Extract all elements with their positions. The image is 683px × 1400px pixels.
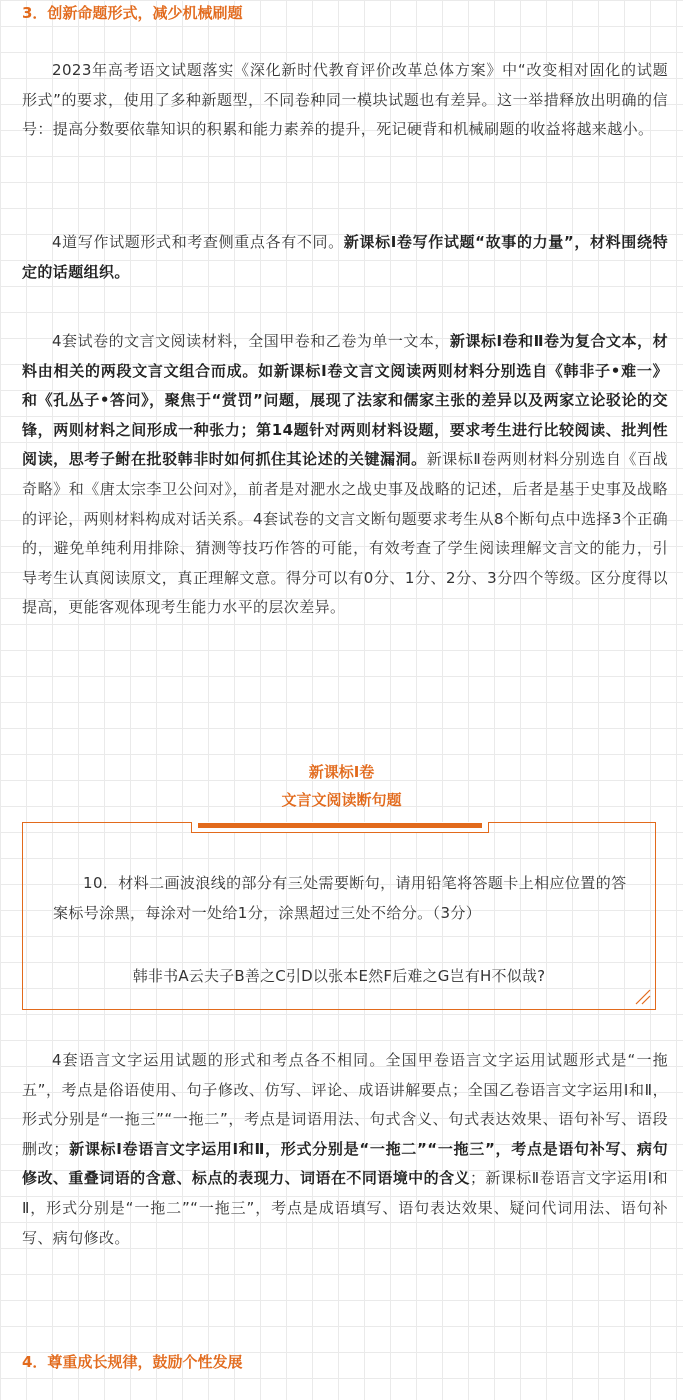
question-box-tab-bar: [198, 823, 482, 828]
paragraph-text: 2023年高考语文试题落实《深化新时代教育评价改革总体方案》中“改变相对固化的试题形式”的要求，使用了多种新题型，不同卷种同一模块试题也有差异。这一举措释放出明确的信号：提高分数要依靠知识的积累和能力素养的提升，死记硬背和机械刷题的收益将越来越小。: [22, 61, 668, 139]
paragraph-bold-text: 新课标Ⅰ卷写作试题“故事的力量”，材料围绕特定的话题组织。: [22, 233, 668, 281]
paragraph-text: 4道写作试题形式和考查侧重点各有不同。: [52, 233, 344, 251]
caption-question-type: 文言文阅读断句题: [281, 791, 402, 809]
question-passage: 韩非书A云夫子B善之C引D以张本E然F后难之G岂有H不似哉?: [132, 967, 546, 985]
paragraph-text: 新课标Ⅱ卷两则材料分别选自《百战奇略》和《唐太宗李卫公问对》，前者是对淝水之战史事及战略的记述，后者是基于史事及战略的评论，两则材料构成对话关系。4套试卷的文言文断句题要求考生从8个断句点中选择3个正确的，避免单纯利用排除、猜测等技巧作答的可能，有效考查了学生阅读理解文言文的能力，引导考生认真阅读原文，真正理解文意。得分可以有0分、1分、2分、3分四个等级。区分度得以提高，更能客观体现考生能力水平的层次差异。: [22, 450, 668, 617]
question-box-tab: [191, 822, 489, 833]
paragraph-writing: [22, 228, 668, 287]
paragraph-text: 4套语言文字运用试题的形式和考点各不相同。全国甲卷语言文字运用试题形式是“一拖五”，考点是俗语使用、句子修改、仿写、评论、成语讲解要点；全国乙卷语言文字运用Ⅰ和Ⅱ，形式分别是“一拖三”“一拖二”，考点是词语用法、句式含义、句式表达效果、语句补写、语段删改；: [22, 1051, 668, 1158]
corner-decoration-icon: [633, 987, 653, 1007]
question-prompt: 10．材料二画波浪线的部分有三处需要断句，请用铅笔将答题卡上相应位置的答案标号涂黑，每涂对一处给1分，涂黑超过三处不给分。（3分）: [53, 874, 627, 922]
paragraph-bold-text: 新课标Ⅰ卷和Ⅱ卷为复合文本，材料由相关的两段文言文组合而成。如新课标Ⅰ卷文言文阅读两则材料分别选自《韩非子•难一》和《孔丛子•答问》，聚焦于“赏罚”问题，展现了法家和儒家主张的差异以及两家立论驳论的交锋，两则材料之间形成一种张力；第14题针对两则材料设题，要求考生进行比较阅读、批判性阅读，思考子鲋在批驳韩非时如何抓住其论述的关键漏洞。: [22, 332, 668, 469]
caption-paper-name: 新课标Ⅰ卷: [308, 763, 375, 781]
section-heading-4: 4．尊重成长规律，鼓励个性发展: [22, 1353, 243, 1371]
paragraph-classical-chinese: [22, 327, 668, 623]
question-text: [53, 868, 633, 928]
paragraph-language-use: [22, 1046, 668, 1253]
question-box: [22, 822, 656, 1010]
paragraph-bold-text: 新课标Ⅰ卷语言文字运用Ⅰ和Ⅱ，形式分别是“一拖二”“一拖三”，考点是语句补写、病句修改、重叠词语的含意、标点的表现力、词语在不同语境中的含义: [22, 1139, 668, 1188]
paragraph-exam-forms: [22, 56, 668, 145]
paragraph-text: ；新课标Ⅱ卷语言文字运用Ⅰ和Ⅱ，形式分别是“一拖二”“一拖三”，考点是成语填写、语句表达效果、疑问代词用法、语句补写、病句修改。: [22, 1169, 668, 1247]
paragraph-text: 4套试卷的文言文阅读材料，全国甲卷和乙卷为单一文本，: [52, 332, 450, 350]
section-heading-3: 3．创新命题形式，减少机械刷题: [22, 4, 243, 22]
